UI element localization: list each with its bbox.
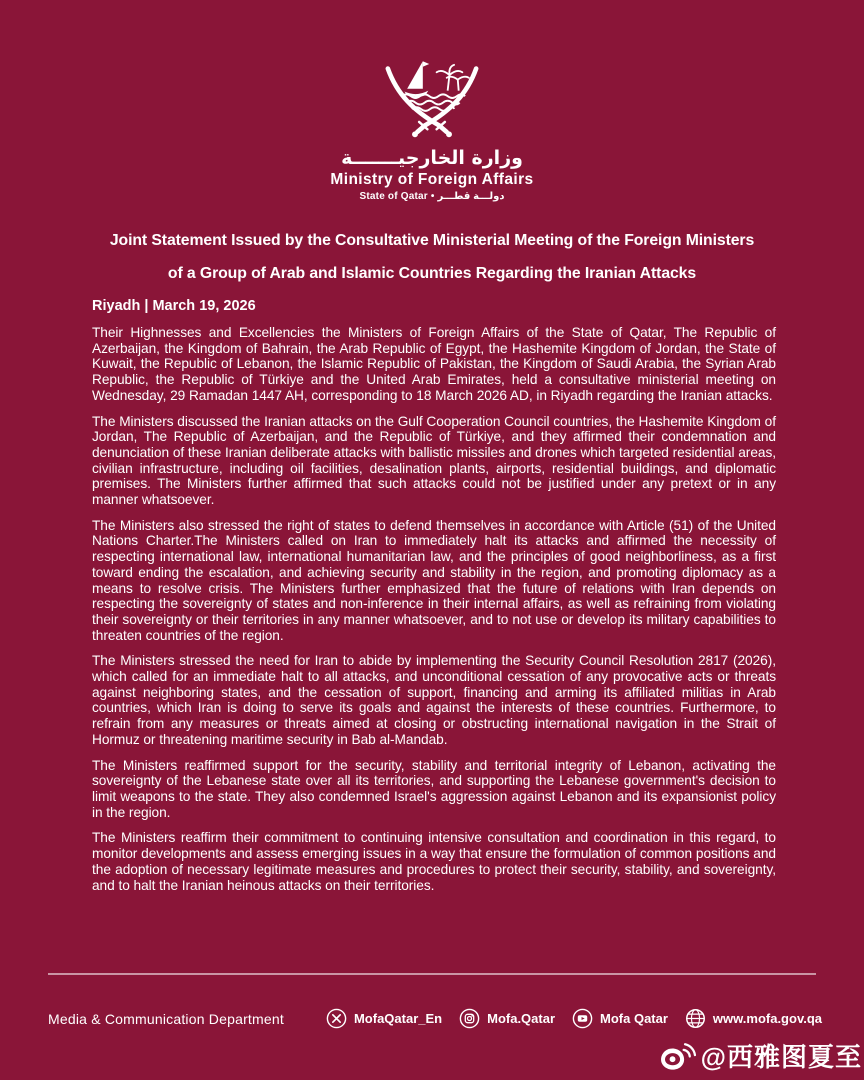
youtube-handle: Mofa Qatar bbox=[600, 1011, 668, 1026]
weibo-icon bbox=[660, 1040, 696, 1072]
globe-icon bbox=[685, 1008, 706, 1029]
paragraph-4: The Ministers stressed the need for Iran to abide by implementing the Security Council Resolution 2817 (2026), which called for an immediate halt to all attacks, and unconditional cessation of any provocative acts or threats against neighboring states, and the cessation of support, financing and arming its affiliated militias in Arab countries, which Iran is doing to serve its goals and against the interests of these countries. Furthermore, to refrain from any measures or threats aimed at closing or obstructing international navigation in the Strait of Hormuz or threatening maritime security in Bab al-Mandab. bbox=[92, 653, 776, 747]
youtube-icon bbox=[572, 1008, 593, 1029]
watermark bbox=[660, 1037, 862, 1074]
paragraph-1: Their Highnesses and Excellencies the Ministers of Foreign Affairs of the State of Qatar, The Republic of Azerbaijan, the Kingdom of Bahrain, the Arab Republic of Egypt, the Hashemite Kingdom of Jordan, the State of Kuwait, the Republic of Lebanon, the Islamic Republic of Pakistan, the Kingdom of Saudi Arabia, the Syrian Arab Republic, the Republic of Türkiye and the United Arab Emirates, held a consultative ministerial meeting on Wednesday, 29 Ramadan 1447 AH, corresponding to 18 March 2026 AD, in Riyadh regarding the Iranian attacks. bbox=[92, 325, 776, 403]
x-icon bbox=[326, 1008, 347, 1029]
state-of-qatar-line: State of Qatar • دولـــة قطـــر bbox=[359, 191, 505, 202]
statement-title bbox=[44, 224, 820, 290]
department-label: Media & Communication Department bbox=[48, 1010, 284, 1027]
paragraph-6: The Ministers reaffirm their commitment to continuing intensive consultation and coordination in this regard, to monitor developments and assess emerging issues in a way that ensure the formulation of common positions and the adoption of necessary legitimate measures and procedures to protect their security, stability, and sovereignty, and to halt the Iranian heinous attacks on their territories. bbox=[92, 830, 776, 893]
footer bbox=[48, 1008, 822, 1029]
ministry-name-arabic: وزارة الخارجيـــــــة bbox=[341, 147, 523, 169]
paragraph-5: The Ministers reaffirmed support for the security, stability and territorial integrity of Lebanon, activating the sovereignty of the Lebanese state over all its territories, and supporting the Lebanese government's decision to limit weapons to the state. They also condemned Israel's aggression against Lebanon and its expansionist policy in the region. bbox=[92, 757, 776, 820]
social-item-x bbox=[326, 1008, 442, 1029]
social-item-youtube bbox=[572, 1008, 668, 1029]
instagram-icon bbox=[459, 1008, 480, 1029]
ministry-emblem-logo bbox=[374, 52, 490, 144]
title-line-2: of a Group of Arab and Islamic Countries Regarding the Iranian Attacks bbox=[167, 265, 697, 282]
paragraph-2: The Ministers discussed the Iranian attacks on the Gulf Cooperation Council countries, the Hashemite Kingdom of Jordan, The Republic of Azerbaijan, and the Republic of Türkiye, and they affirmed their condemnation and denunciation of these Iranian deliberate attacks with ballistic missiles and drones which targeted residential areas, civilian infrastructure, including oil facilities, desalination plants, airports, residential buildings, and diplomatic premises. The Ministers further affirmed that such attacks could not be justified under any pretext or in any manner whatsoever. bbox=[92, 413, 776, 508]
paragraph-3: The Ministers also stressed the right of states to defend themselves in accordance with Article (51) of the United Nations Charter.The Ministers called on Iran to immediately halt its attacks and affirmed the necessity of respecting international law, international humanitarian law, and the principles of good neighborliness, as a first toward ending the escalation, and achieving security and stability in the region, and promoting diplomacy as a means to resolve crisis. The Ministers further emphasized that the future of relations with Iran depends on respecting the sovereignty of states and non-inference in their internal affairs, as well as refraining from violating their sovereignty or their territories in any manner whatsoever, and to not use or develop its military capabilities to threaten countries of the region. bbox=[92, 517, 776, 643]
title-line-1: Joint Statement Issued by the Consultative Ministerial Meeting of the Foreign Ministers bbox=[109, 232, 755, 249]
header bbox=[0, 0, 864, 204]
social-links bbox=[326, 1008, 822, 1029]
statement-body bbox=[92, 325, 776, 893]
x-handle: MofaQatar_En bbox=[353, 1011, 443, 1026]
ministry-name-english: Ministry of Foreign Affairs bbox=[330, 171, 534, 188]
social-item-instagram bbox=[459, 1008, 555, 1029]
watermark-text: @西雅图夏至 bbox=[700, 1042, 862, 1072]
footer-divider bbox=[48, 973, 816, 975]
social-item-website bbox=[685, 1008, 822, 1029]
website-url: www.mofa.gov.qa bbox=[712, 1011, 822, 1026]
instagram-handle: Mofa.Qatar bbox=[487, 1011, 556, 1026]
dateline: Riyadh | March 19, 2026 bbox=[92, 298, 256, 314]
